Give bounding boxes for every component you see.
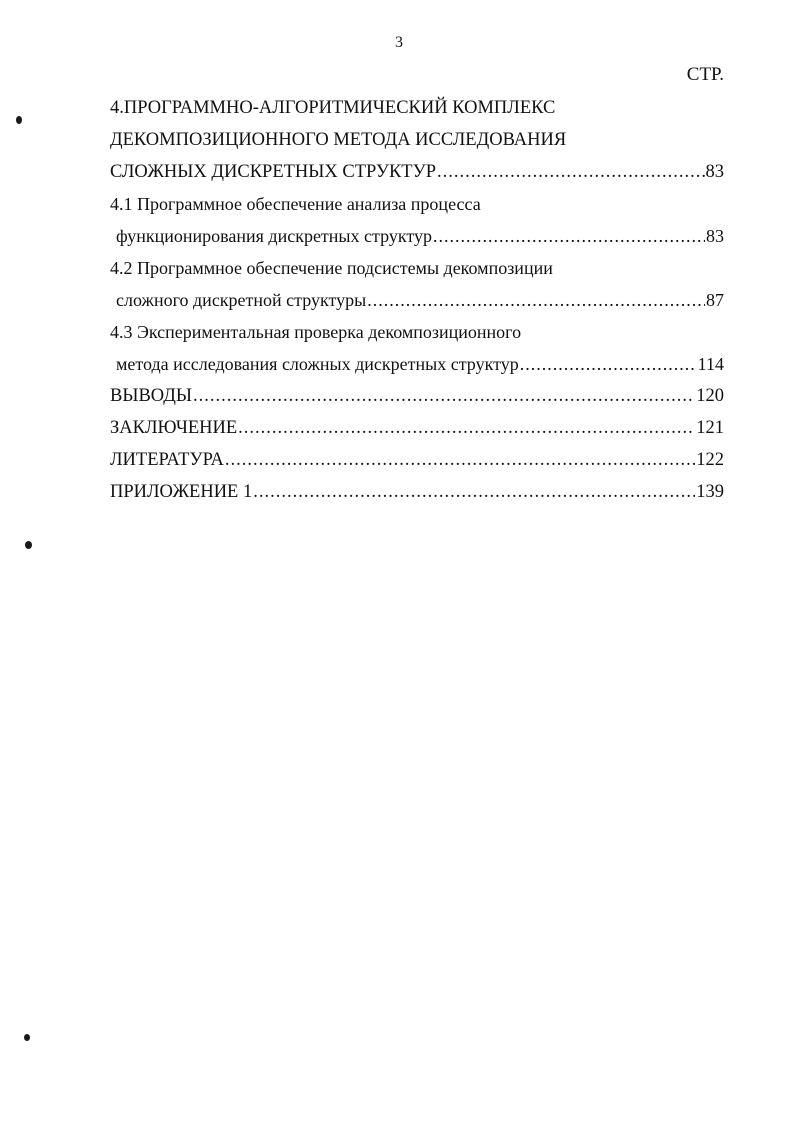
page-column-label: СТР.	[686, 64, 724, 85]
scan-speck	[24, 1034, 30, 1041]
toc-leader-dots	[238, 412, 695, 444]
table-of-contents	[110, 92, 724, 508]
toc-entry-page: 121	[696, 418, 724, 438]
page-number: 3	[395, 34, 403, 51]
toc-leader-dots	[253, 476, 695, 508]
toc-entry-title: ЛИТЕРАТУРА	[110, 450, 224, 470]
toc-leader-dots	[193, 380, 695, 412]
toc-entry-page: 114	[697, 354, 724, 374]
toc-leader-dots	[367, 284, 705, 316]
toc-entry-title: метода исследования сложных дискретных структур	[116, 354, 519, 374]
toc-entry-title: 4.1 Программное обеспечение анализа процесса	[110, 194, 481, 214]
toc-entry-page: 122	[696, 450, 724, 470]
toc-entry	[110, 124, 724, 156]
toc-leader-dots	[225, 444, 695, 476]
toc-entry-title: 4.ПРОГРАММНО-АЛГОРИТМИЧЕСКИЙ КОМПЛЕКС	[110, 98, 556, 118]
toc-leader-dots	[520, 348, 697, 380]
toc-entry	[110, 92, 724, 124]
toc-entry-title: функционирования дискретных структур	[116, 226, 433, 246]
toc-entry-title: ЗАКЛЮЧЕНИЕ	[110, 418, 238, 438]
toc-entry-title: 4.2 Программное обеспечение подсистемы декомпозиции	[110, 258, 553, 278]
toc-entry-title: ВЫВОДЫ	[110, 386, 193, 406]
toc-entry-page: 87	[706, 290, 724, 310]
toc-entry	[110, 220, 724, 252]
toc-entry	[110, 316, 724, 348]
scan-speck	[25, 541, 32, 549]
toc-entry	[110, 284, 724, 316]
toc-entry	[110, 348, 724, 380]
toc-leader-dots	[437, 156, 705, 188]
toc-entry	[110, 444, 724, 476]
toc-entry	[110, 188, 724, 220]
toc-entry-title: ДЕКОМПОЗИЦИОННОГО МЕТОДА ИССЛЕДОВАНИЯ	[110, 130, 567, 150]
toc-entry	[110, 412, 724, 444]
toc-entry	[110, 380, 724, 412]
scan-speck	[16, 116, 22, 124]
toc-entry-title: ПРИЛОЖЕНИЕ 1	[110, 482, 253, 502]
toc-entry-title: сложного дискретной структуры	[116, 290, 367, 310]
toc-entry	[110, 476, 724, 508]
toc-leader-dots	[433, 220, 705, 252]
toc-entry-page: 83	[706, 226, 724, 246]
toc-entry-page: 120	[696, 386, 724, 406]
toc-entry	[110, 156, 724, 188]
toc-entry-title: 4.3 Экспериментальная проверка декомпозиционного	[110, 322, 522, 342]
toc-entry-title: СЛОЖНЫХ ДИСКРЕТНЫХ СТРУКТУР	[110, 162, 436, 182]
toc-entry	[110, 252, 724, 284]
toc-entry-page: 83	[705, 162, 724, 182]
toc-entry-page: 139	[696, 482, 724, 502]
